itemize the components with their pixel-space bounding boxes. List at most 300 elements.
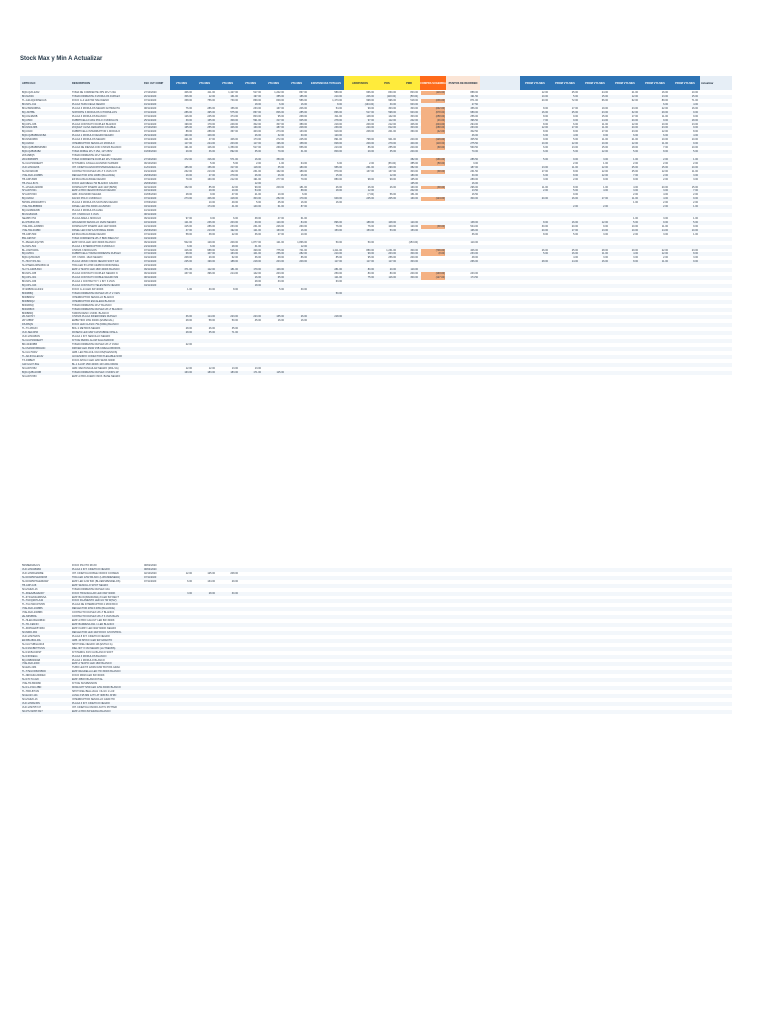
cell-vta-4: 31.00	[254, 244, 261, 248]
cell-articulo: BN-NPL-036	[22, 280, 37, 283]
cell-articulo: VLD-VZ102B2BJ	[22, 567, 42, 571]
cell-vta-4: 16.00	[254, 157, 261, 161]
cell-vta-3: 249.00	[230, 122, 238, 126]
cell-articulo: SU-F9XDEG1	[22, 654, 38, 658]
cell-articulo: SU-F1NCBNTTUNN	[22, 646, 45, 650]
cell-vta-4: 118.00	[253, 165, 261, 169]
cell-descripcion: CHASIS PLACA INFERIORES DUPLEX	[72, 315, 117, 319]
cell-vta-5: 226.00	[276, 224, 284, 228]
cell-prom-4: 4.00	[633, 185, 638, 189]
cell-vta-5: 32.00	[277, 134, 284, 138]
cell-vta-3: 406.00	[230, 126, 238, 130]
cell-existencias: 828.00	[334, 142, 342, 146]
cell-prom-1: 12.00	[541, 126, 548, 130]
cell-prom-6: 10.00	[691, 228, 698, 232]
cell-apartados: 75.00	[367, 276, 374, 280]
cell-pmr: 803.00	[410, 91, 418, 94]
cell-fecha: 23/11/2020	[144, 264, 157, 268]
cell-vta-3: 30.00	[231, 591, 238, 595]
cell-prom-4: 1.00	[633, 157, 638, 161]
cell-prom-4: 1.00	[633, 217, 638, 220]
cell-vta-1: 437.00	[184, 272, 192, 276]
cell-pos: 901.00	[388, 138, 396, 142]
cell-prom-4: 5.00	[633, 220, 638, 224]
cell-vta-3: 50.00	[231, 319, 238, 323]
cell-articulo: 5N5SN-26500G5H71	[22, 201, 46, 205]
cell-articulo: SD-PS-5205T-B27	[22, 709, 43, 713]
cell-descripcion: TOMACORRIENTE 2P+T NEGRO	[72, 154, 111, 157]
cell-vta-5: 26.00	[277, 173, 284, 177]
cell-prom-5: 2.00	[663, 161, 668, 165]
cell-articulo: TL-T7EGVD5W45DD	[22, 670, 46, 674]
cell-vta-3: 132.00	[230, 169, 238, 173]
cell-vta-3: 28.00	[231, 244, 238, 248]
cell-descripcion: PLACA 1 CONTACTO Y 1 INT. 3 VIAS	[72, 280, 115, 283]
header-descripcion: DESCRIPCION	[72, 81, 91, 85]
cell-compra: (38.00)	[421, 225, 445, 229]
cell-pmr: 303.00	[410, 126, 418, 130]
cell-prom-4: 21.00	[631, 138, 638, 142]
cell-compra: (42.00)	[421, 130, 445, 134]
cell-vta-3: 29.00	[231, 579, 238, 583]
cell-articulo: TL-TRR-8I71IN	[22, 690, 40, 693]
cell-prom-1: 11.00	[541, 185, 548, 189]
cell-compra	[421, 710, 445, 714]
header-vta-mes-3: VTA MES	[216, 76, 239, 90]
cell-articulo: BN0B80Q	[22, 311, 34, 315]
cell-prom-5: 2.00	[663, 177, 668, 181]
cell-apartados: (194.00)	[364, 102, 374, 106]
cell-existencias: 213.00	[334, 146, 342, 150]
cell-existencias: 311.00	[334, 114, 342, 118]
header-prom-6: PROM VTA MES	[670, 76, 700, 90]
cell-puntos: 689.00	[470, 110, 478, 114]
cell-pos: 108.00	[388, 220, 396, 224]
cell-prom-6: 4.00	[693, 102, 698, 106]
cell-vta-5: 33.00	[277, 280, 284, 283]
cell-prom-6: 1.00	[693, 217, 698, 220]
cell-vta-4: 54.00	[254, 189, 261, 193]
cell-pos: 99.00	[389, 177, 396, 181]
cell-pmr: 180.00	[410, 173, 418, 177]
cell-vta-3: 49.00	[231, 201, 238, 205]
cell-vta-2: 30.00	[208, 287, 215, 291]
cell-prom-6: 2.00	[693, 201, 698, 205]
cell-prom-2: 25.00	[571, 248, 578, 252]
cell-prom-5: 4.00	[663, 197, 668, 201]
cell-apartados: 798.00	[366, 138, 374, 142]
cell-vta-1: 273.00	[184, 197, 192, 201]
cell-articulo: BQ-N6B8090AB	[22, 658, 41, 662]
cell-vta-5: 272.00	[276, 138, 284, 142]
cell-vta-3: 309.00	[230, 118, 238, 122]
cell-articulo: BN-2SN600BNA	[22, 106, 41, 110]
cell-vta-5: 61.00	[277, 205, 284, 209]
cell-descripcion: FOCO LED MEGA 7W BLANCO CALIDO	[72, 181, 119, 185]
cell-vta-6: 16.00	[300, 228, 307, 232]
cell-descripcion: BOL 2 METROS NEGRO	[72, 327, 101, 331]
cell-vta-6: 180.00	[299, 165, 307, 169]
header-puntos-reorden: PUNTOS DE REORDEN	[446, 76, 480, 90]
cell-pos: 830.00	[388, 91, 396, 94]
cell-articulo: BN-NPL-012	[22, 102, 37, 106]
cell-vta-4: 233.00	[253, 106, 261, 110]
cell-descripcion: FOCO LED CLASIC 7W (NIMA) BLANCO	[72, 323, 119, 327]
cell-existencias	[308, 710, 342, 714]
cell-vta-6: 86.00	[300, 256, 307, 260]
cell-vta-1: 186.00	[184, 165, 192, 169]
cell-existencias: 26.00	[335, 185, 342, 189]
cell-articulo: SU-PSED12MSCB0C12	[22, 264, 50, 268]
cell-prom-5: 3.00	[663, 189, 668, 193]
cell-prom-6: 9.00	[693, 110, 698, 114]
cell-existencias: 76.00	[335, 224, 342, 228]
cell-prom-5: 14.00	[661, 228, 668, 232]
cell-vta-3: 209.00	[230, 240, 238, 244]
cell-pos: 112.00	[388, 118, 396, 122]
cell-vta-5	[262, 375, 284, 379]
header-apartados: APARTADOS	[344, 76, 376, 90]
cell-prom-3: 16.00	[601, 260, 608, 264]
cell-prom-4: 25.00	[631, 169, 638, 173]
cell-articulo: TL-T10/Q2D7LA4b	[22, 599, 44, 603]
cell-prom-2: 4.00	[573, 134, 578, 138]
cell-pmr: 303.00	[410, 114, 418, 118]
cell-vta-3: 212.00	[230, 177, 238, 181]
cell-pos: 12.00	[389, 173, 396, 177]
cell-articulo: BQ-N100	[22, 130, 33, 134]
cell-fecha: 27/10/2020	[144, 157, 157, 161]
cell-vta-3: 41.00	[231, 205, 238, 209]
cell-prom-4: 25.00	[631, 165, 638, 169]
cell-vta-2: 5.00	[210, 161, 215, 165]
cell-articulo: BL-UN2702RA	[22, 248, 39, 252]
cell-vta-6: 285.00	[299, 110, 307, 114]
cell-articulo: EU-P81532-NS	[22, 220, 40, 224]
cell-puntos: 294.00	[470, 122, 478, 126]
cell-vta-6: 16.00	[300, 201, 307, 205]
cell-descripcion: REFLECTOR 20W 6.00W (BALANCE)	[72, 607, 115, 611]
cell-descripcion: PLACA 1 INT. SENCILLO NEGRO	[72, 335, 111, 339]
cell-prom-3: 15.00	[601, 146, 608, 150]
cell-pos: 256.00	[388, 256, 396, 260]
cell-prom-4: 10.00	[631, 228, 638, 232]
cell-puntos: 456.00	[470, 106, 478, 110]
cell-prom-1	[520, 375, 548, 379]
cell-fecha: 06/10/2020	[144, 161, 157, 165]
cell-fecha: 29/09/2020	[144, 173, 157, 177]
cell-vta-2: 756.00	[207, 98, 215, 102]
cell-puntos	[448, 375, 478, 379]
cell-apartados: 80.00	[367, 268, 374, 272]
cell-pmr: 165.00	[410, 181, 418, 185]
cell-prom-3: 15.00	[601, 94, 608, 98]
cell-vta-3: 214.00	[230, 272, 238, 276]
cell-puntos: 174.50	[470, 276, 478, 280]
cell-pos: 137.00	[388, 169, 396, 173]
cell-articulo: TX-DRBEH	[22, 358, 35, 362]
cell-existencias	[308, 375, 342, 379]
cell-prom-6: 13.00	[691, 122, 698, 126]
cell-vta-6: 389.00	[299, 122, 307, 126]
cell-apartados: 12.00	[367, 189, 374, 193]
cell-apartados: 245.00	[366, 197, 374, 201]
cell-articulo: TL-T1G74DC9TVR9	[22, 603, 45, 607]
cell-vta-2: 125.00	[207, 571, 215, 575]
cell-fecha: 18/11/2020	[144, 189, 157, 193]
header-compra-sugerida: COMPRA SUGERIDA	[420, 76, 446, 90]
cell-existencias: 218.00	[334, 315, 342, 319]
cell-prom-6: 2.00	[693, 193, 698, 197]
cell-vta-6: 245.00	[299, 138, 307, 142]
cell-descripcion: SPOT RIEL BELLUGGI I 3L/1C 1 LUZ	[72, 690, 115, 693]
cell-articulo: TL-HCOYP4-NG	[22, 260, 41, 264]
cell-pos: 116.00	[388, 276, 396, 280]
cell-vta-2: 495.00	[207, 110, 215, 114]
cell-articulo: SU-DOWNPLEDN0X8	[22, 575, 48, 579]
cell-vta-5: 27.00	[277, 232, 284, 236]
cell-descripcion: FOCO G-14 LED 3W 4000K	[72, 287, 104, 291]
cell-fecha: 03/11/2020	[144, 205, 157, 209]
cell-prom-3: 23.00	[601, 110, 608, 114]
cell-articulo: YDE-RLD-2008B3	[22, 611, 43, 615]
cell-articulo: BN01B80X	[22, 307, 35, 311]
cell-apartados: 98.00	[367, 177, 374, 181]
cell-vta-5: 849.00	[276, 98, 284, 102]
cell-descripcion: EMP. SENCILLO SPOT NEGRO	[72, 583, 109, 587]
cell-descripcion: KIT PERFIL 3/15 CA BLANCO SOFT	[72, 650, 114, 654]
cell-vta-2: 129.00	[207, 240, 215, 244]
cell-prom-2: 5.00	[573, 150, 578, 154]
cell-vta-4: 867.00	[253, 110, 261, 114]
cell-vta-6: 268.00	[299, 114, 307, 118]
cell-puntos: 70.00	[471, 150, 478, 154]
cell-descripcion: ARR. ZOLINDRO NEGRA	[72, 193, 102, 197]
cell-descripcion: FOCO FILAMENTO LED G9 7W W(NV)	[72, 599, 117, 603]
cell-articulo: VLD-SE13456	[22, 331, 38, 335]
cell-prom-3: 9.00	[603, 224, 608, 228]
cell-prom-3: 2.00	[603, 205, 608, 209]
cell-compra: (236.00)	[421, 99, 445, 103]
cell-fecha: 07/11/2020	[144, 579, 157, 583]
cell-prom-4: 17.00	[631, 114, 638, 118]
cell-vta-6: 741.00	[299, 248, 307, 252]
cell-vta-2: 12.00	[208, 366, 215, 370]
cell-articulo: BN-N200C	[22, 94, 35, 98]
cell-prom-2: 9.00	[573, 118, 578, 122]
cell-prom-2: 17.00	[571, 126, 578, 130]
cell-existencias: 18.00	[335, 189, 342, 193]
cell-descripcion: FALSO POLO 1 MODULO	[72, 197, 102, 201]
cell-existencias: 120.00	[334, 134, 342, 138]
cell-puntos: 396.50	[470, 118, 478, 122]
cell-descripcion: PLACA CONTACTO DUPLEX BLANCO	[72, 122, 117, 126]
cell-pos: 303.00	[388, 106, 396, 110]
cell-prom-2: 13.00	[571, 146, 578, 150]
cell-vta-1: 29.00	[185, 173, 192, 177]
cell-articulo: SN-MRD-084	[22, 630, 38, 634]
cell-descripcion: EMP. NOVA LED 12W 3000K BLANCO	[72, 240, 116, 244]
cell-vta-2: 134.00	[207, 579, 215, 583]
cell-pos: 80.00	[389, 272, 396, 276]
cell-compra: (8.00)	[421, 252, 445, 256]
cell-descripcion: FOCO APOLO LED 12W SENS 3000K	[72, 358, 116, 362]
cell-puntos: 30.00	[471, 173, 478, 177]
cell-pos: 203.00	[388, 252, 396, 256]
cell-pos: (118.00)	[386, 94, 396, 98]
cell-vta-5: 121.00	[276, 240, 284, 244]
cell-articulo: 2E-N6S5BNL	[22, 615, 38, 619]
cell-vta-4: 869.00	[253, 98, 261, 102]
cell-vta-2: 12.00	[208, 94, 215, 98]
cell-vta-2: 9.00	[210, 193, 215, 197]
cell-prom-2: 8.00	[573, 185, 578, 189]
cell-prom-1: 9.00	[543, 138, 548, 142]
cell-vta-1: 12.00	[185, 571, 192, 575]
cell-articulo: BQD-Q2B12O9B	[22, 370, 42, 374]
cell-articulo: SU-F2K5AC0F9T	[22, 650, 42, 654]
cell-fecha: 09/11/2020	[144, 240, 157, 244]
cell-existencias: 121.00	[334, 276, 342, 280]
cell-descripcion: ACCESORIO CONECTOR PLEGABLE NOR	[72, 354, 122, 358]
cell-vta-2: 165.00	[207, 118, 215, 122]
cell-prom-2: 9.00	[573, 193, 578, 197]
cell-pmr: 406.00	[410, 122, 418, 126]
cell-descripcion: INTERRUPTOR ESCALERA BLANCO	[72, 299, 115, 303]
cell-vta-1: 152.00	[184, 185, 192, 189]
cell-prom-6: 5.00	[693, 220, 698, 224]
header-vta-mes-2: VTA MES	[193, 76, 216, 90]
cell-prom-4: 29.00	[631, 248, 638, 252]
cell-articulo: TL-3DP0LED5Y4BU	[22, 627, 45, 630]
cell-articulo: BQD-Q20-2202	[22, 91, 40, 94]
cell-prom-2: 72.00	[571, 98, 578, 102]
cell-articulo: TB-ADH-B2B	[22, 177, 37, 181]
cell-vta-2: 255.00	[207, 126, 215, 130]
cell-prom-2: 8.00	[573, 173, 578, 177]
cell-articulo: YDE-TR-B0008K	[22, 682, 42, 686]
cell-descripcion: PLACA 1 INTERRUPTOR 3 MODULO	[72, 244, 115, 248]
cell-articulo: YDE-RDL-1208803	[22, 224, 44, 228]
header-articulo: ARTICULO	[22, 81, 36, 85]
cell-fecha: 07/11/2020	[144, 110, 157, 114]
cell-articulo: SH-ADH-501	[22, 189, 37, 193]
cell-prom-6: 9.00	[693, 142, 698, 146]
table-row	[20, 710, 732, 714]
cell-vta-3: 13.00	[231, 366, 238, 370]
cell-pos: 996.00	[388, 98, 396, 102]
cell-existencias: 219.00	[334, 122, 342, 126]
cell-existencias: 15.00	[335, 173, 342, 177]
cell-descripcion: EMP. KARSY LED 30W 3000K NEGRO	[72, 627, 117, 630]
cell-fecha: 08/02/2020	[144, 564, 157, 567]
cell-fecha: 19/11/2020	[144, 169, 157, 173]
cell-pos	[376, 710, 396, 714]
cell-vta-1: 22.00	[185, 343, 192, 346]
header-actualizar: Actualizar	[701, 81, 714, 85]
cell-descripcion: PLACA 3 INT. CINETICO NEGRO	[72, 701, 110, 705]
cell-articulo: SN-ZG620-16	[22, 587, 38, 591]
cell-descripcion: TOMA DOBLE 2P+T 15A, 12T 250V	[72, 150, 113, 154]
cell-vta-3: 203.00	[230, 220, 238, 224]
cell-descripcion: PLACA 3 MODULOS BLANCO	[72, 114, 107, 118]
cell-prom-2: 25.00	[571, 91, 578, 94]
cell-prom-5: 12.00	[661, 252, 668, 256]
cell-vta-6: 186.00	[299, 94, 307, 98]
cell-fecha: 07/11/2020	[144, 197, 157, 201]
cell-fecha: 09/11/2020	[144, 217, 157, 220]
cell-existencias: 54.00	[335, 106, 342, 110]
cell-vta-1: 416.00	[184, 248, 192, 252]
cell-prom-4: 1.00	[633, 201, 638, 205]
cell-vta-3: 156.00	[230, 106, 238, 110]
cell-prom-5: 11.00	[661, 260, 668, 264]
cell-fecha: 18/11/2020	[144, 220, 157, 224]
cell-descripcion: INT. CINETICA ONOFF ACTIV POTTER	[72, 705, 117, 709]
cell-vta-1	[170, 710, 192, 714]
cell-prom-3: 9.00	[603, 177, 608, 181]
cell-prom-5: 16.00	[661, 91, 668, 94]
cell-prom-4: 12.00	[631, 94, 638, 98]
header-prom-4: PROM VTA MES	[610, 76, 640, 90]
cell-vta-6: 26.00	[300, 173, 307, 177]
cell-descripcion: EMP. BLOC(BANDAWA) 8 LED 5W RECT	[72, 595, 119, 599]
cell-fecha: 11/01/2021	[144, 165, 157, 169]
cell-apartados: 998.00	[366, 98, 374, 102]
cell-descripcion: DUBBTICELA TOMACORRIENTE DUPLEX	[72, 252, 121, 256]
cell-vta-5: 135.00	[276, 315, 284, 319]
cell-prom-3: 12.00	[601, 165, 608, 169]
cell-prom-1: 13.00	[541, 165, 548, 169]
cell-prom-6: 11.00	[691, 169, 698, 173]
cell-descripcion: FOCO G-4 LED 5W HALOGENO	[72, 98, 109, 102]
cell-fecha: 25/11/2020	[144, 134, 157, 138]
cell-descripcion: MINILIGHT 5/6D LED 12W 3000K BLANCO	[72, 686, 121, 690]
cell-prom-5: 2.00	[663, 173, 668, 177]
cell-prom-3: 1.00	[603, 185, 608, 189]
cell-vta-4: 231.00	[253, 169, 261, 173]
cell-fecha: 07/11/2020	[144, 575, 157, 579]
cell-vta-3: 203.00	[230, 142, 238, 146]
cell-vta-4: 517.00	[253, 146, 261, 150]
cell-descripcion: ARB. LED 5W ACIL NUCOS(PLENNOS)	[72, 350, 118, 354]
cell-prom-5: 8.00	[663, 150, 668, 154]
cell-prom-4: 18.00	[631, 146, 638, 150]
cell-pos: 1,231.00	[386, 248, 396, 252]
cell-prom-1: 20.00	[541, 228, 548, 232]
cell-prom-4: 62.00	[631, 98, 638, 102]
cell-descripcion: ARB. 40 6PIN FI LED 9W GRAFITO	[72, 638, 113, 642]
cell-pos: 26.00	[389, 185, 396, 189]
cell-articulo: SU-DOWNPNLEDM4W	[22, 579, 49, 583]
cell-fecha: 07/11/2020	[144, 232, 157, 236]
cell-fecha	[144, 710, 170, 714]
cell-pmr: 300.00	[410, 276, 418, 280]
header-prom-3: PROM VTA MES	[580, 76, 610, 90]
cell-articulo: YDE-SW-004BD	[22, 228, 41, 232]
cell-vta-5: 115.00	[276, 370, 284, 374]
cell-puntos: 48.00	[471, 256, 478, 260]
cell-vta-2: 6.00	[210, 244, 215, 248]
cell-compra: (38.00)	[421, 186, 445, 190]
cell-descripcion: DUBBTICELA INTERRUPTOR 1 MODULO	[72, 130, 121, 134]
cell-vta-1: 126.00	[184, 114, 192, 118]
cell-prom-2	[550, 710, 578, 714]
cell-apartados	[344, 375, 374, 379]
cell-vta-2: 112.00	[207, 268, 215, 272]
cell-puntos: 560.50	[470, 146, 478, 150]
cell-fecha: 02/11/2020	[144, 185, 157, 189]
